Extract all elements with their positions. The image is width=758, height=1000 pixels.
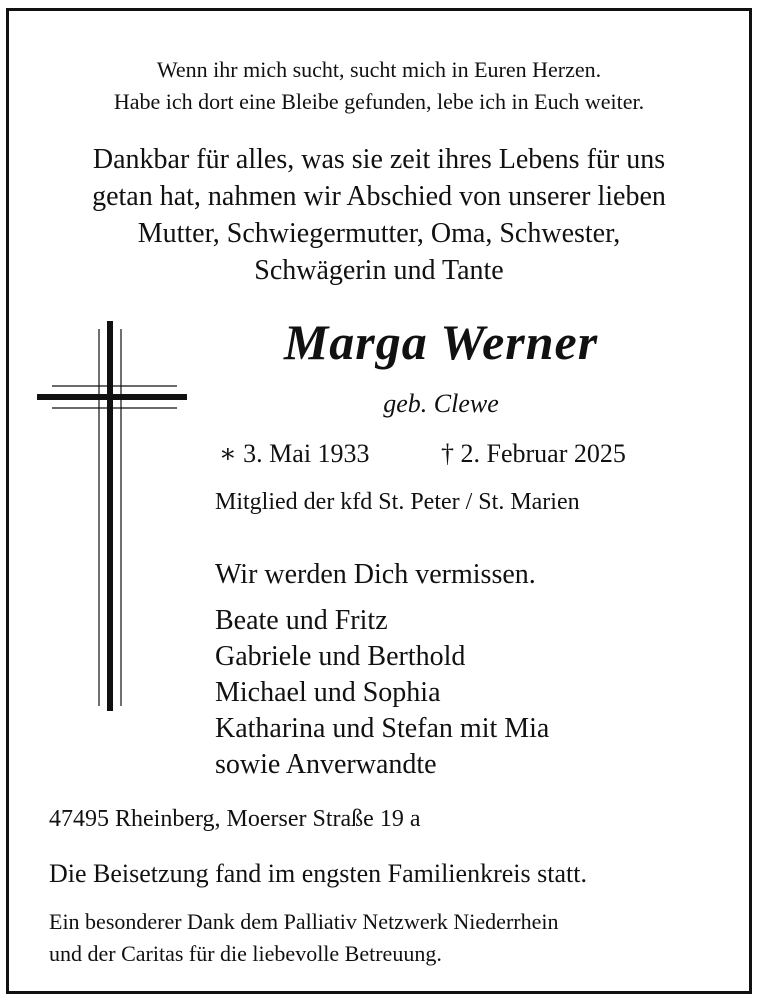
death-date: 2. Februar 2025 xyxy=(460,439,626,468)
membership: Mitglied der kfd St. Peter / St. Marien xyxy=(215,489,580,515)
family-member: Beate und Fritz xyxy=(215,605,388,636)
thanks-line-1: Ein besonderer Dank dem Palliativ Netzwerk Niederrhein xyxy=(49,909,559,934)
family-member: Michael und Sophia xyxy=(215,677,441,708)
intro-line-4: Schwägerin und Tante xyxy=(254,255,504,286)
family-member: Gabriele und Berthold xyxy=(215,641,466,672)
death-line xyxy=(441,439,626,469)
birth-star-icon: ∗ xyxy=(219,439,237,468)
cross-icon xyxy=(37,321,187,711)
quote-line-2: Habe ich dort eine Bleibe gefunden, lebe ich in Euch weiter. xyxy=(113,89,645,114)
birth-line xyxy=(219,439,370,469)
family-list xyxy=(215,603,549,783)
thanks-line-2: und der Caritas für die liebevolle Betreuung. xyxy=(49,941,442,966)
intro-line-3: Mutter, Schwiegermutter, Oma, Schwester, xyxy=(137,218,621,249)
quote-line-1: Wenn ihr mich sucht, sucht mich in Euren Herzen. xyxy=(156,57,602,82)
burial-note: Die Beisetzung fand im engsten Familienkreis statt. xyxy=(49,859,587,888)
deceased-name: Marga Werner xyxy=(283,314,599,370)
intro-line-2: getan hat, nahmen wir Abschied von unserer lieben xyxy=(92,181,666,212)
address: 47495 Rheinberg, Moerser Straße 19 a xyxy=(49,806,421,832)
birth-name: geb. Clewe xyxy=(383,389,499,418)
family-member: sowie Anverwandte xyxy=(215,749,437,780)
birth-date: 3. Mai 1933 xyxy=(243,439,370,468)
obituary-frame xyxy=(6,8,752,994)
death-cross-icon: † xyxy=(441,439,454,468)
family-member: Katharina und Stefan mit Mia xyxy=(215,713,550,744)
intro-line-1: Dankbar für alles, was sie zeit ihres Lebens für uns xyxy=(92,144,666,175)
farewell-message: Wir werden Dich vermissen. xyxy=(215,559,536,590)
